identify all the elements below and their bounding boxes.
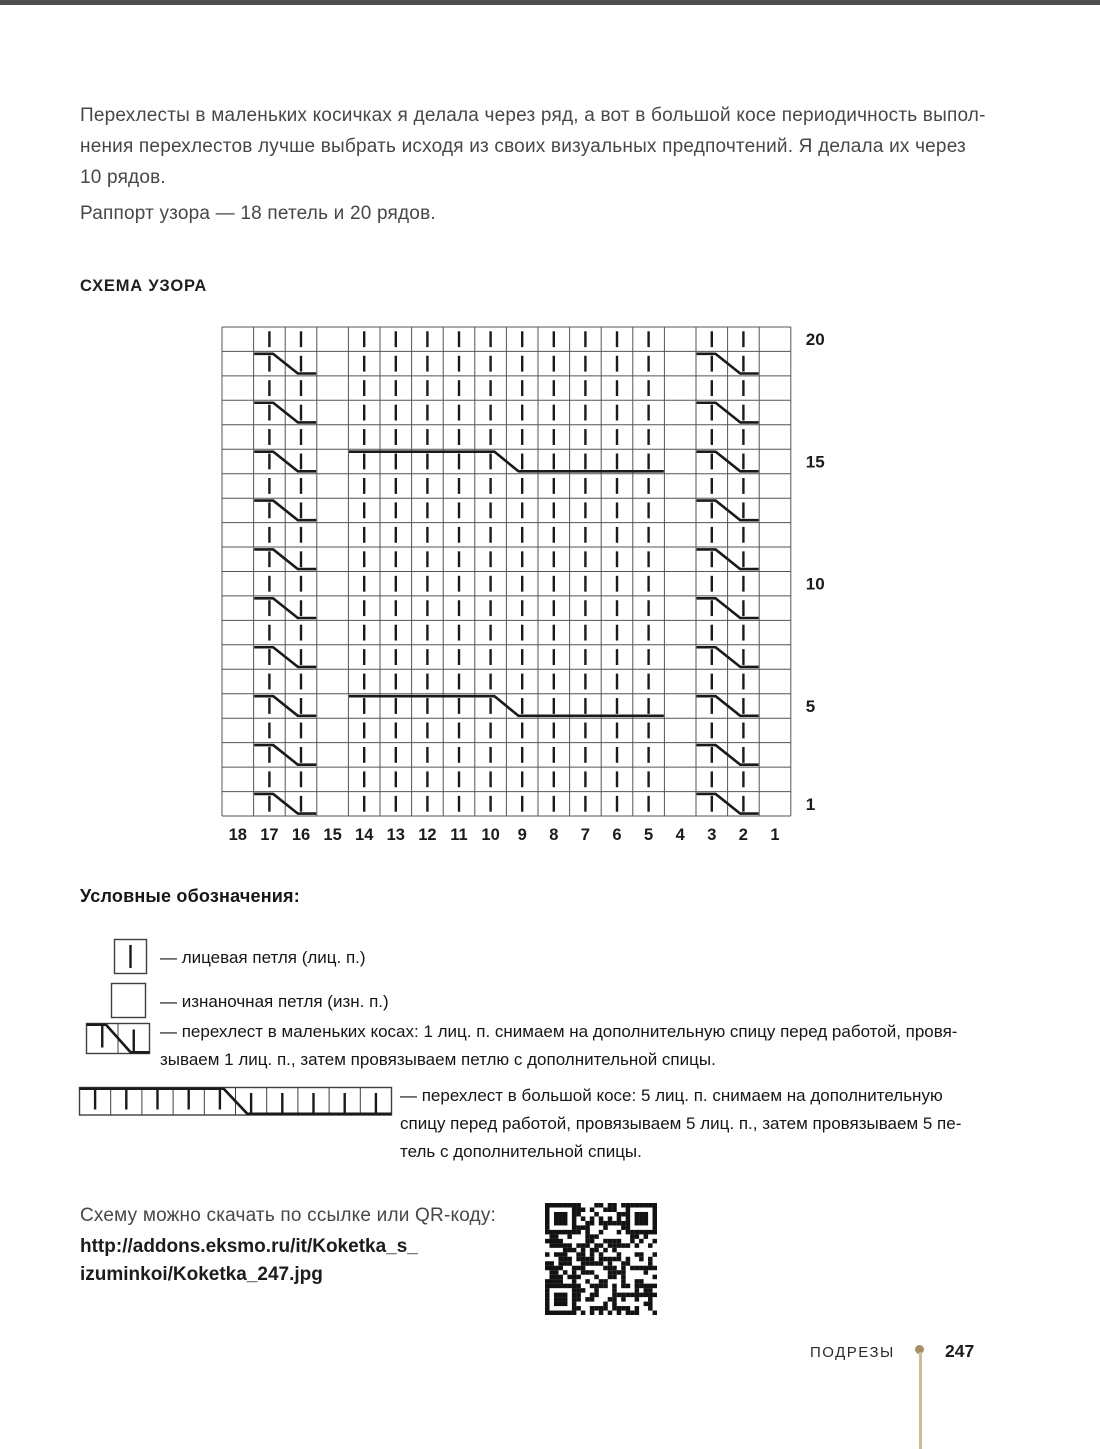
pin-icon-line (919, 1352, 922, 1449)
legend-heading: Условные обозначения: (80, 886, 300, 906)
legend-line: — перехлест в большой косе: 5 лиц. п. снимаем на дополнительную (400, 1086, 943, 1105)
legend-line: — перехлест в маленьких косах: 1 лиц. п. снимаем на дополнительную спицу перед работой, провя- (160, 1022, 958, 1041)
page-number: 247 (945, 1341, 975, 1361)
qr-code (545, 1203, 657, 1315)
legend-line: — лицевая петля (лиц. п.) (160, 948, 366, 967)
page-top-scan-edge (0, 0, 1100, 5)
svg-text:2: 2 (738, 826, 748, 844)
legend-line: тель с дополнительной спицы. (400, 1142, 642, 1161)
svg-text:1: 1 (770, 826, 780, 844)
knitting-chart (210, 320, 850, 865)
svg-text:13: 13 (386, 826, 405, 844)
big-cable-symbol (78, 1086, 394, 1122)
svg-text:11: 11 (450, 826, 468, 844)
svg-text:15: 15 (805, 452, 825, 472)
svg-text:10: 10 (805, 574, 825, 594)
intro-line: нения перехлестов лучше выбрать исходя из своих визуальных предпочтений. Я делала их через (80, 136, 966, 157)
svg-text:4: 4 (675, 826, 685, 844)
svg-text:1: 1 (805, 794, 816, 814)
download-url-line[interactable]: izuminkoi/Koketka_247.jpg (80, 1264, 323, 1285)
big-cable-label (400, 1082, 961, 1166)
download-instruction: Схему можно скачать по ссылке или QR-коду: (80, 1205, 497, 1226)
svg-text:3: 3 (707, 826, 717, 844)
legend-line: зываем 1 лиц. п., затем провязываем петлю с дополнительной спицы. (160, 1050, 716, 1069)
legend-line: — изнаночная петля (изн. п.) (160, 992, 389, 1011)
small-cable-symbol (85, 1022, 153, 1061)
svg-text:18: 18 (228, 826, 247, 844)
svg-text:5: 5 (805, 696, 816, 716)
knit-stitch-symbol (113, 938, 149, 981)
small-cable-label (160, 1018, 957, 1074)
knit-stitch-label (160, 944, 366, 972)
download-url-line[interactable]: http://addons.eksmo.ru/it/Koketka_s_ (80, 1236, 418, 1257)
svg-text:14: 14 (355, 826, 374, 844)
chart-heading: СХЕМА УЗОРА (80, 277, 208, 295)
intro-line: 10 рядов. (80, 167, 166, 188)
svg-text:9: 9 (517, 826, 527, 844)
pattern-repeat-line: Раппорт узора — 18 петель и 20 рядов. (80, 203, 436, 224)
svg-text:12: 12 (418, 826, 437, 844)
purl-stitch-symbol (110, 982, 148, 1025)
intro-paragraph (80, 100, 986, 193)
svg-text:17: 17 (260, 826, 279, 844)
legend-line: спицу перед работой, провязываем 5 лиц. п., затем провязываем 5 пе- (400, 1114, 962, 1133)
svg-text:6: 6 (612, 826, 622, 844)
intro-line: Перехлесты в маленьких косичках я делала через ряд, а вот в большой косе периодичность выпол- (80, 105, 986, 126)
download-url (80, 1233, 418, 1289)
purl-stitch-label (160, 988, 389, 1016)
svg-text:8: 8 (549, 826, 559, 844)
svg-text:20: 20 (805, 330, 825, 350)
svg-text:7: 7 (580, 826, 590, 844)
svg-text:5: 5 (644, 826, 654, 844)
svg-text:15: 15 (323, 826, 342, 844)
section-footer-label: ПОДРЕЗЫ (810, 1344, 895, 1361)
svg-text:10: 10 (481, 826, 500, 844)
svg-text:16: 16 (291, 826, 311, 844)
